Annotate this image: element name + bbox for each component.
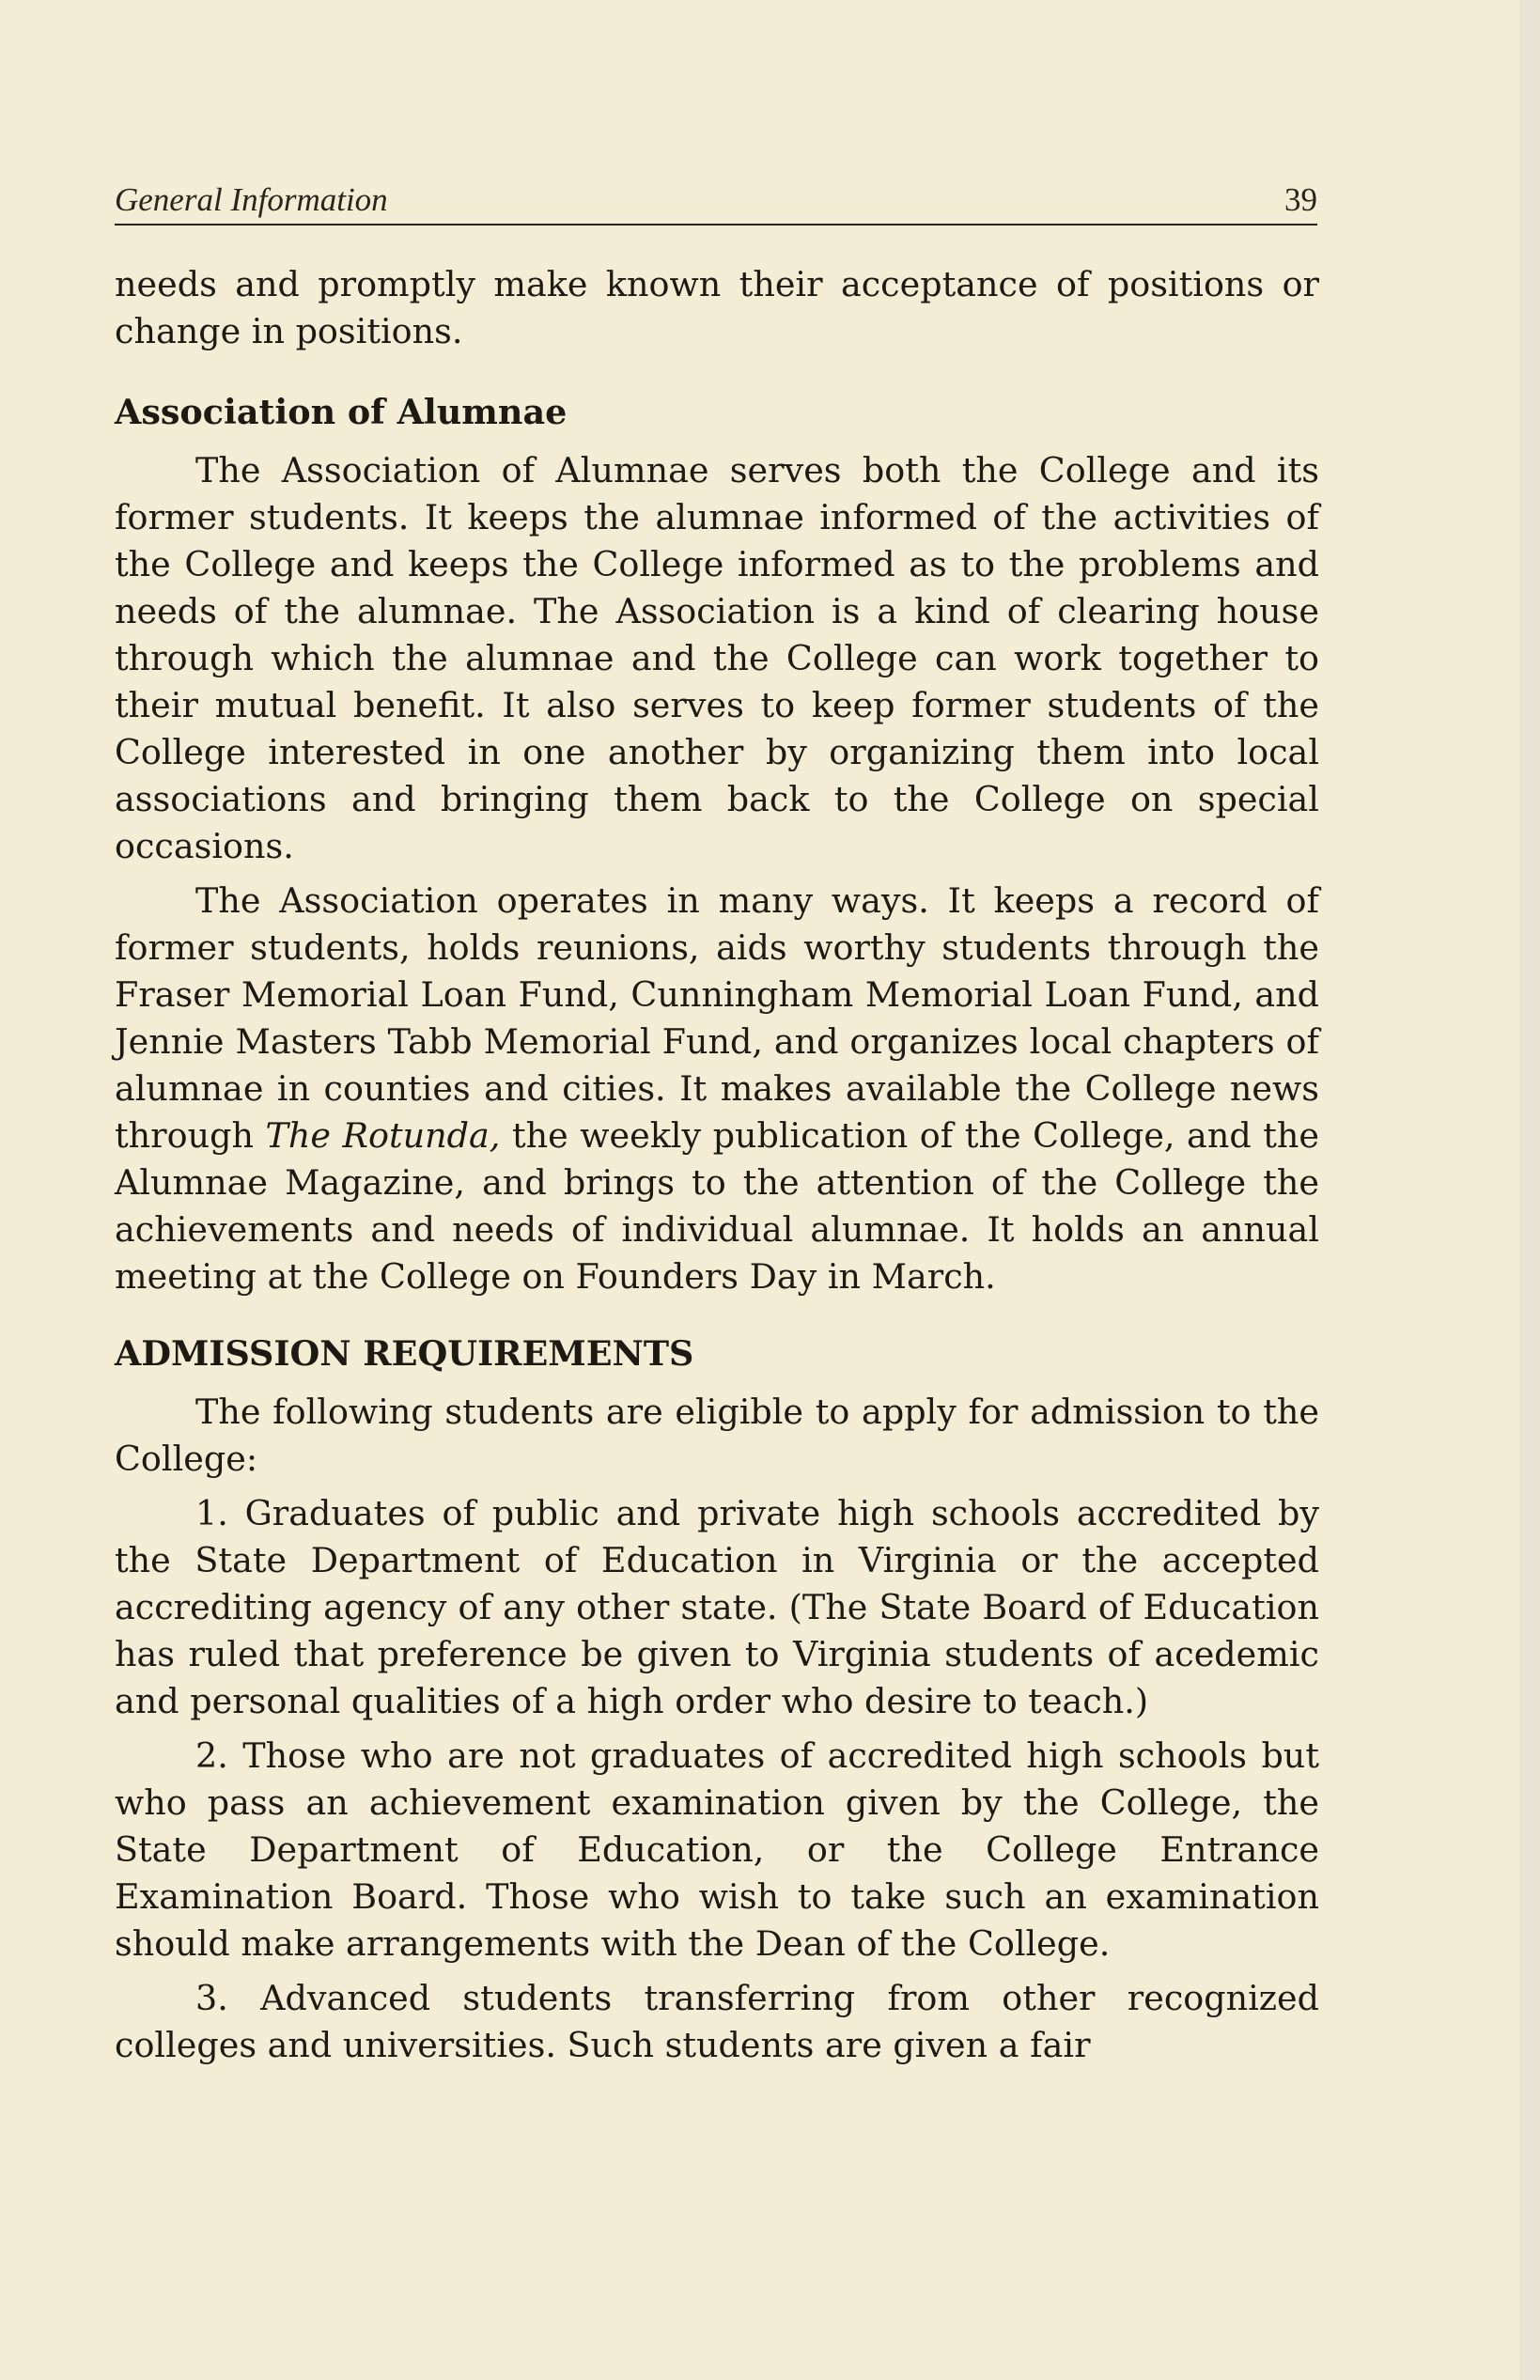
alumnae-paragraph-1: The Association of Alumnae serves both the College and its former students. It keeps the alumnae informed of the activities of the College and keeps the College informed as to the problems and needs of the alumnae. The Association is a kind of clearing house through which the alumnae and the College can work together to their mutual benefit. It also serves to keep former students of the College interested in one another by organizing them into local associations and bringing them back to the College on special occasions. bbox=[115, 450, 1319, 866]
alumnae-paragraph-2-part-b: the weekly publication of the College, and the Alumnae Magazine, and brings to the attention of the College the achievements and needs of individual alumnae. It holds an annual meeting at the College on Founders Day in March. bbox=[115, 1115, 1320, 1297]
page-number: 39 bbox=[1284, 181, 1317, 218]
running-head bbox=[115, 177, 1317, 226]
section-title: General Information bbox=[115, 181, 388, 218]
requirement-item-1: 1. Graduates of public and private high schools accredited by the State Department of Education in Virginia or the accepted accrediting agency of any other state. (The State Board of Education has ruled that preference be given to Virginia students of acedemic and personal qualities of a high order who desire to teach.) bbox=[115, 1493, 1319, 1721]
admission-heading: ADMISSION REQUIREMENTS bbox=[115, 1333, 694, 1374]
page-edge bbox=[1519, 0, 1540, 2380]
continuation-paragraph: needs and promptly make known their acceptance of positions or change in positions. bbox=[115, 264, 1319, 351]
body-text bbox=[115, 261, 1319, 2069]
alumnae-paragraph-2-part-a: The Association operates in many ways. It keeps a record of former students, holds reunions, aids worthy students through the Fraser Memorial Loan Fund, Cunningham Memorial Loan Fund, and Jennie Masters Tabb Memorial Fund, and organizes local chapters of alumnae in counties and cities. It makes available the College news through bbox=[115, 880, 1319, 1156]
requirement-item-2: 2. Those who are not graduates of accredited high schools but who pass an achievement examination given by the College, the State Department of Education, or the College Entrance Examination Board. Those who wish to take such an examination should make arrangements with the Dean of the College. bbox=[115, 1735, 1319, 1964]
alumnae-heading: Association of Alumnae bbox=[115, 392, 568, 432]
rotunda-title: The Rotunda, bbox=[265, 1115, 501, 1156]
alumnae-paragraph-2 bbox=[115, 878, 1319, 1300]
admission-intro: The following students are eligible to apply for admission to the College: bbox=[115, 1392, 1319, 1479]
requirement-item-3: 3. Advanced students transferring from other recognized colleges and universities. Such students are given a fair bbox=[115, 1978, 1319, 2065]
